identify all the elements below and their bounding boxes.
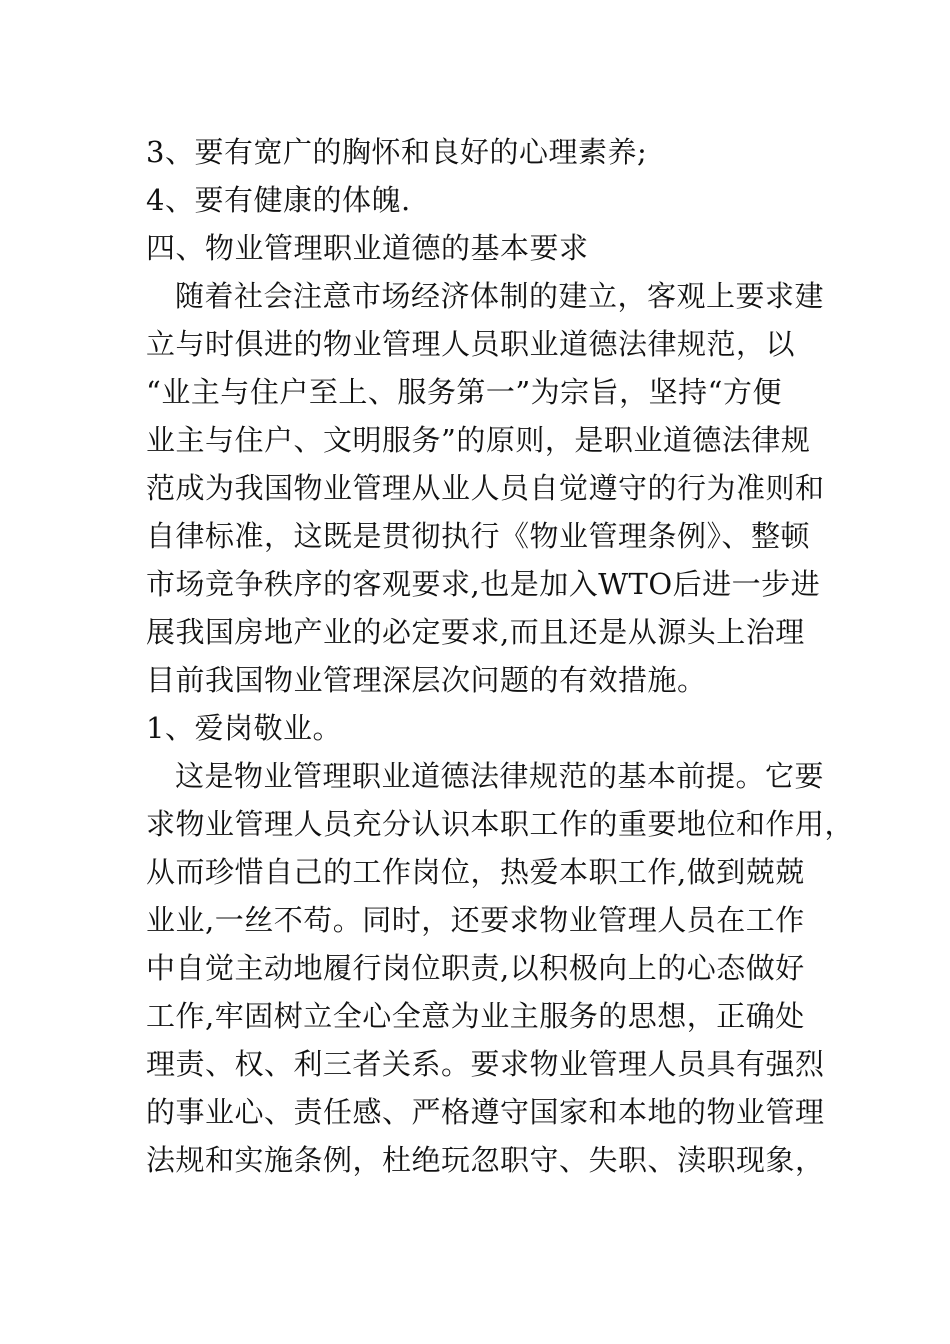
paragraph-line: 工作,牢固树立全心全意为业主服务的思想，正确处 [146,999,805,1033]
paragraph-line: 中自觉主动地履行岗位职责,以积极向上的心态做好 [146,951,805,985]
paragraph-line: 的事业心、责任感、严格遵守国家和本地的物业管理 [146,1095,825,1129]
paragraph-line: 自律标准，这既是贯彻执行《物业管理条例》、整顿 [146,519,811,553]
paragraph-line: “业主与住户至上、服务第一”为宗旨，坚持“方便 [146,375,782,409]
paragraph-line: 范成为我国物业管理从业人员自觉遵守的行为准则和 [146,471,825,505]
list-item-4: 4、要有健康的体魄. [146,183,411,217]
paragraph-line: 市场竞争秩序的客观要求,也是加入WTO后进一步进 [146,567,821,601]
paragraph-line: 法规和实施条例，杜绝玩忽职守、失职、渎职现象， [146,1143,825,1177]
paragraph-line: 业主与住户、文明服务”的原则，是职业道德法律规 [146,423,811,457]
subsection-heading: 1、爱岗敬业。 [146,711,342,745]
paragraph-line: 理责、权、利三者关系。要求物业管理人员具有强烈 [146,1047,825,1081]
paragraph-line: 展我国房地产业的必定要求,而且还是从源头上治理 [146,615,805,649]
list-item-3: 3、要有宽广的胸怀和良好的心理素养; [146,135,648,169]
paragraph-line: 业业,一丝不苟。同时，还要求物业管理人员在工作 [146,903,805,937]
document-body [146,128,855,1184]
paragraph-line: 求物业管理人员充分认识本职工作的重要地位和作用， [146,807,855,841]
section-heading: 四、物业管理职业道德的基本要求 [146,231,589,265]
paragraph-line: 这是物业管理职业道德法律规范的基本前提。它要 [175,759,825,793]
paragraph-line: 从而珍惜自己的工作岗位，热爱本职工作,做到兢兢 [146,855,805,889]
paragraph-line: 目前我国物业管理深层次问题的有效措施。 [146,663,707,697]
paragraph-line: 随着社会注意市场经济体制的建立，客观上要求建 [175,279,825,313]
paragraph-line: 立与时俱进的物业管理人员职业道德法律规范，以 [146,327,796,361]
